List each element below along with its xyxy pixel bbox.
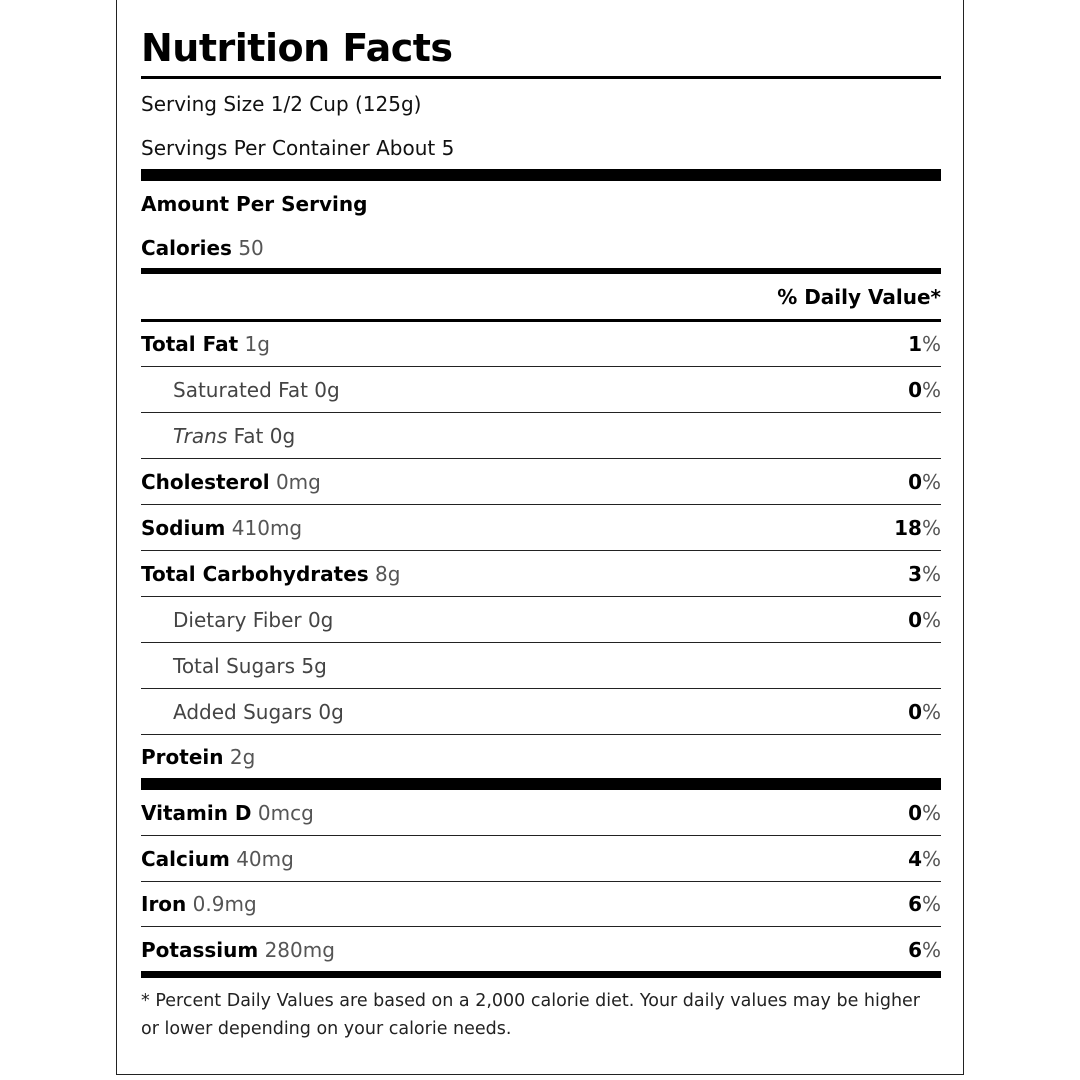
nutrient-amount: 0mcg xyxy=(257,801,314,825)
nutrient-row-total-fat xyxy=(141,322,941,367)
percent-sign: % xyxy=(921,892,941,916)
daily-value-number: 6 xyxy=(908,938,922,962)
nutrient-name: Total Sugars 5g xyxy=(173,654,327,678)
nutrient-amount: 0.9mg xyxy=(192,892,257,916)
percent-sign: % xyxy=(921,562,941,586)
nutrient-row-protein xyxy=(141,735,941,780)
thick-rule-vitamins xyxy=(141,778,941,790)
daily-value-number: 0 xyxy=(908,378,922,402)
calories-line xyxy=(141,235,264,261)
nutrient-name: Total Carbohydrates xyxy=(141,562,369,586)
nutrient-name: Dietary Fiber 0g xyxy=(173,608,334,632)
footnote: * Percent Daily Values are based on a 2,000 calorie diet. Your daily values may be higher or lower depending on your calorie needs. xyxy=(141,991,921,1039)
nutrient-name-rest: Fat 0g xyxy=(227,424,296,448)
nutrient-name: Sodium xyxy=(141,516,226,540)
daily-value-number: 18 xyxy=(894,516,922,540)
daily-value-number: 0 xyxy=(908,700,922,724)
nutrient-name: Calcium xyxy=(141,847,230,871)
servings-per-container: Servings Per Container About 5 xyxy=(141,136,455,160)
nutrient-amount: 2g xyxy=(229,745,256,769)
nutrient-name: Saturated Fat 0g xyxy=(173,378,340,402)
daily-value-number: 4 xyxy=(908,847,922,871)
daily-value-number: 1 xyxy=(908,332,922,356)
percent-sign: % xyxy=(921,378,941,402)
nutrient-name: Vitamin D xyxy=(141,801,252,825)
label-title: Nutrition Facts xyxy=(141,26,453,70)
nutrient-row-trans-fat xyxy=(141,414,941,459)
vitamin-row-calcium xyxy=(141,837,941,882)
vitamin-row-vitamin-d xyxy=(141,791,941,836)
nutrient-name-italic: Trans xyxy=(173,424,228,448)
vitamin-row-iron xyxy=(141,882,941,927)
percent-sign: % xyxy=(921,847,941,871)
title-rule xyxy=(141,76,941,79)
thick-rule-top xyxy=(141,169,941,181)
daily-value-number: 6 xyxy=(908,892,922,916)
nutrient-row-total-sugars xyxy=(141,644,941,689)
daily-value-number: 0 xyxy=(908,801,922,825)
nutrient-row-added-sugars xyxy=(141,690,941,735)
daily-value-number: 0 xyxy=(908,608,922,632)
daily-value-number: 3 xyxy=(908,562,922,586)
nutrient-amount: 8g xyxy=(375,562,401,586)
percent-sign: % xyxy=(921,700,941,724)
percent-sign: % xyxy=(921,608,941,632)
percent-sign: % xyxy=(921,332,941,356)
nutrient-row-sodium xyxy=(141,506,941,551)
nutrient-amount: 410mg xyxy=(231,516,303,540)
nutrient-name: Total Fat xyxy=(141,332,239,356)
nutrient-name: Iron xyxy=(141,892,187,916)
nutrient-name: Cholesterol xyxy=(141,470,270,494)
medium-rule-bottom xyxy=(141,971,941,978)
nutrient-amount: 40mg xyxy=(236,847,294,871)
percent-sign: % xyxy=(921,516,941,540)
calories-value: 50 xyxy=(238,236,264,260)
percent-sign: % xyxy=(921,801,941,825)
nutrient-row-cholesterol xyxy=(141,460,941,505)
nutrient-name: Protein xyxy=(141,745,224,769)
calories-label: Calories xyxy=(141,236,232,260)
daily-value-header: % Daily Value* xyxy=(777,285,941,309)
serving-size: Serving Size 1/2 Cup (125g) xyxy=(141,92,422,116)
vitamin-row-potassium xyxy=(141,928,941,973)
nutrient-name: Potassium xyxy=(141,938,259,962)
amount-per-serving: Amount Per Serving xyxy=(141,192,368,216)
nutrient-row-total-carbohydrates xyxy=(141,552,941,597)
percent-sign: % xyxy=(921,470,941,494)
nutrient-amount: 1g xyxy=(244,332,270,356)
medium-rule-calories xyxy=(141,268,941,274)
nutrient-row-saturated-fat xyxy=(141,368,941,413)
nutrient-name: Added Sugars 0g xyxy=(173,700,344,724)
nutrient-amount: 0mg xyxy=(275,470,321,494)
percent-sign: % xyxy=(921,938,941,962)
nutrition-label xyxy=(116,0,964,1075)
nutrient-amount: 280mg xyxy=(264,938,335,962)
nutrient-row-dietary-fiber xyxy=(141,598,941,643)
daily-value-number: 0 xyxy=(908,470,922,494)
